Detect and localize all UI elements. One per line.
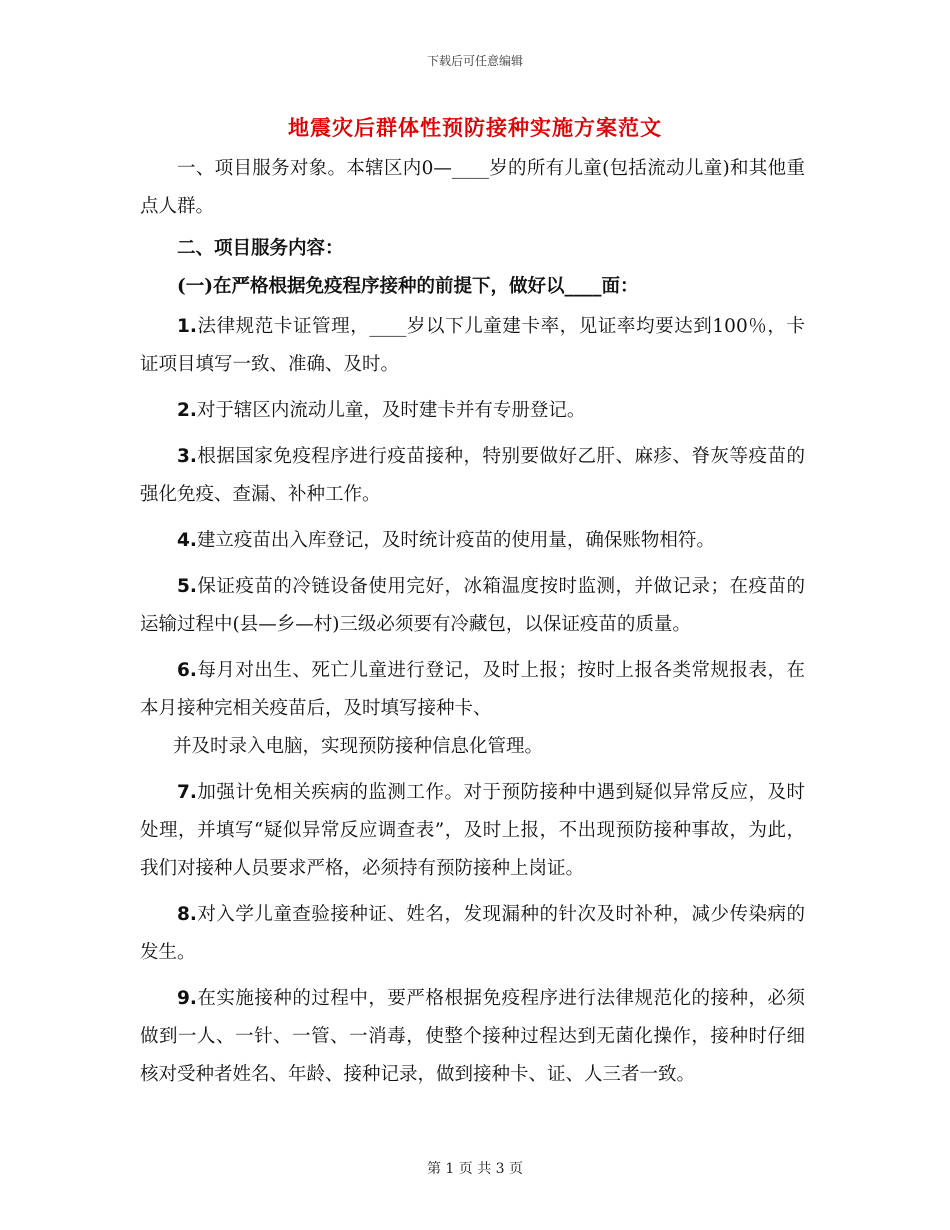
paragraph-text: 二、项目服务内容： (177, 238, 344, 259)
paragraph-number: 4. (177, 530, 197, 551)
paragraph (140, 150, 805, 226)
paragraph-number: 2. (177, 400, 197, 421)
paragraph (140, 392, 805, 430)
paragraph (140, 522, 805, 560)
paragraph (140, 728, 805, 766)
paragraph-number: 3. (177, 446, 197, 467)
paragraph-number: 7. (177, 782, 197, 803)
paragraph-text: 法律规范卡证管理，____岁以下儿童建卡率，见证率均要达到100％，卡证项目填写一致、准确、及时。 (140, 316, 805, 375)
paragraph-text: (一)在严格根据免疫程序接种的前提下，做好以____面： (177, 276, 639, 297)
paragraph-text: 一、项目服务对象。本辖区内0—____岁的所有儿童(包括流动儿童)和其他重点人群。 (140, 158, 805, 217)
document-body (140, 150, 805, 1094)
paragraph-number: 5. (177, 576, 197, 597)
paragraph (140, 308, 805, 384)
paragraph (140, 980, 805, 1094)
header-note: 下载后可任意编辑 (426, 54, 523, 68)
paragraph-text: 每月对出生、死亡儿童进行登记，及时上报；按时上报各类常规报表，在本月接种完相关疫苗后，及时填写接种卡、 (140, 660, 805, 719)
paragraph (140, 268, 805, 306)
paragraph (140, 652, 805, 728)
paragraph-number: 9. (177, 988, 197, 1009)
paragraph-text: 建立疫苗出入库登记，及时统计疫苗的使用量，确保账物相符。 (196, 530, 715, 551)
paragraph-text: 对于辖区内流动儿童，及时建卡并有专册登记。 (196, 400, 586, 421)
paragraph (140, 438, 805, 514)
paragraph-text: 在实施接种的过程中，要严格根据免疫程序进行法律规范化的接种，必须做到一人、一针、一管、一消毒，使整个接种过程达到无菌化操作，接种时仔细核对受种者姓名、年龄、接种记录，做到接种卡、证、人三者一致。 (140, 988, 805, 1085)
paragraph (140, 896, 805, 972)
document-title: 地震灾后群体性预防接种实施方案范文 (288, 115, 662, 140)
paragraph (140, 774, 805, 888)
paragraph-number: 8. (177, 904, 197, 925)
page-footer: 第 1 页 共 3 页 (426, 1161, 524, 1177)
paragraph-text: 保证疫苗的冷链设备使用完好，冰箱温度按时监测，并做记录；在疫苗的运输过程中(县—乡—村)三级必须要有冷藏包，以保证疫苗的质量。 (140, 576, 805, 635)
paragraph-text: 根据国家免疫程序进行疫苗接种，特别要做好乙肝、麻疹、脊灰等疫苗的强化免疫、查漏、补种工作。 (140, 446, 805, 505)
paragraph-text: 并及时录入电脑，实现预防接种信息化管理。 (173, 736, 544, 757)
paragraph (140, 568, 805, 644)
paragraph-number: 1. (177, 316, 197, 337)
paragraph (140, 230, 805, 268)
paragraph-text: 加强计免相关疾病的监测工作。对于预防接种中遇到疑似异常反应，及时处理，并填写“疑似异常反应调查表”，及时上报，不出现预防接种事故，为此，我们对接种人员要求严格，必须持有预防接种上岗证。 (140, 782, 805, 879)
paragraph-text: 对入学儿童查验接种证、姓名，发现漏种的针次及时补种，减少传染病的发生。 (140, 904, 805, 963)
paragraph-number: 6. (177, 660, 197, 681)
